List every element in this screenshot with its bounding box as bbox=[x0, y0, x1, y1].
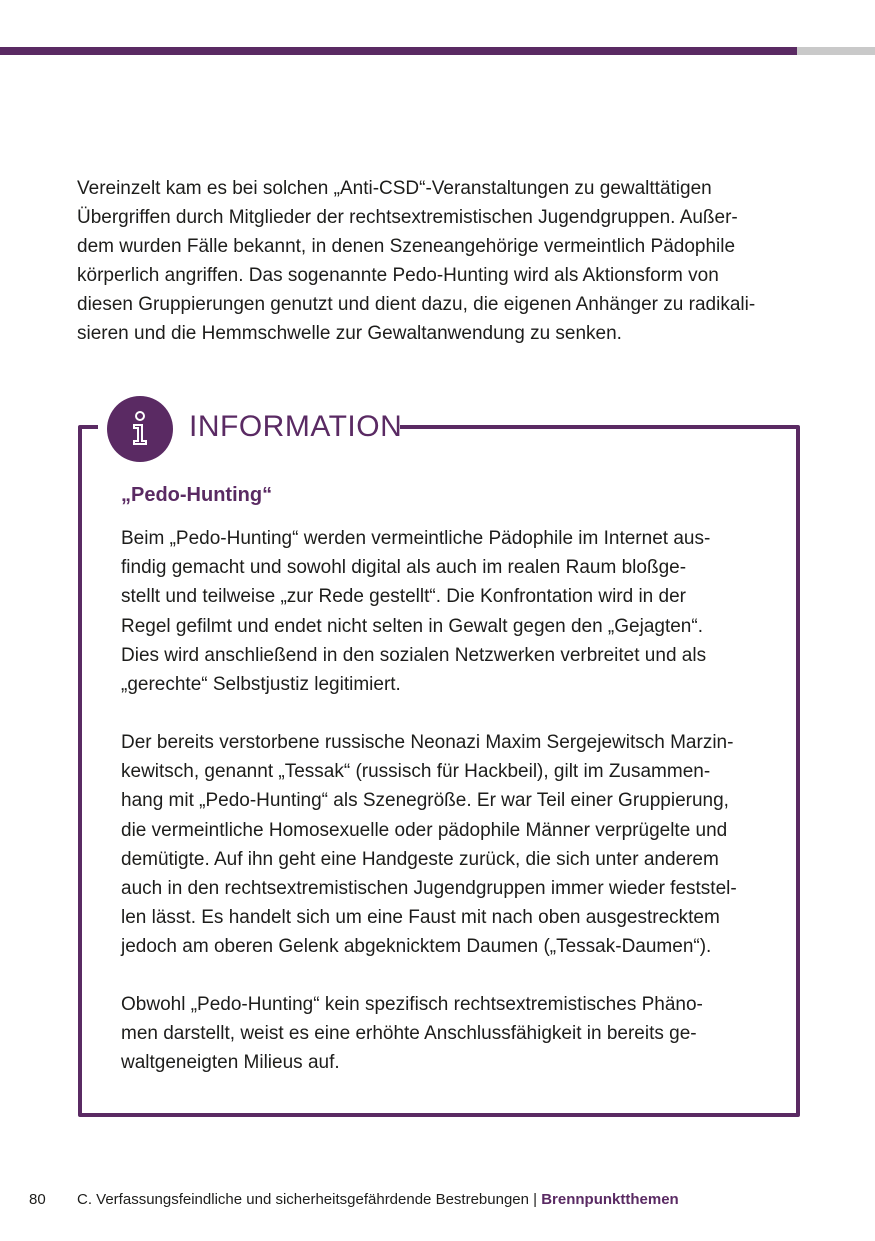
text-line: Vereinzelt kam es bei solchen „Anti-CSD“-Veranstaltungen zu gewalttätigen bbox=[77, 178, 712, 199]
text-line: körperlich angriffen. Das sogenannte Pedo-Hunting wird als Aktionsform von bbox=[77, 265, 719, 286]
text-line: findig gemacht und sowohl digital als auch im realen Raum bloßge- bbox=[121, 557, 687, 579]
text-line: Übergriffen durch Mitglieder der rechtsextremistischen Jugendgruppen. Außer- bbox=[77, 207, 738, 228]
text-line: demütigte. Auf ihn geht eine Handgeste zurück, die sich unter anderem bbox=[121, 848, 719, 870]
text-line: die vermeintliche Homosexuelle oder pädophile Männer verprügelte und bbox=[121, 819, 728, 841]
header-gray-bar bbox=[797, 47, 875, 55]
text-line: „gerechte“ Selbstjustiz legitimiert. bbox=[121, 674, 401, 696]
text-line: len lässt. Es handelt sich um eine Faust mit nach oben ausgestrecktem bbox=[121, 907, 720, 929]
information-paragraph-3 bbox=[121, 990, 761, 1078]
text-line: jedoch am oberen Gelenk abgeknicktem Daumen („Tessak-Daumen“). bbox=[121, 936, 712, 958]
intro-paragraph bbox=[77, 174, 797, 348]
text-line: Dies wird anschließend in den sozialen Netzwerken verbreitet und als bbox=[121, 644, 707, 666]
information-title: INFORMATION bbox=[189, 410, 403, 443]
footer-section bbox=[77, 1188, 679, 1212]
text-line: Beim „Pedo-Hunting“ werden vermeintliche Pädophile im Internet aus- bbox=[121, 528, 711, 549]
text-line: waltgeneigten Milieus auf. bbox=[121, 1052, 340, 1074]
information-heading: „Pedo-Hunting“ bbox=[121, 484, 273, 506]
header-accent-bar bbox=[0, 47, 797, 55]
text-line: Der bereits verstorbene russische Neonazi Maxim Sergejewitsch Marzin- bbox=[121, 732, 734, 753]
footer-section-title: C. Verfassungsfeindliche und sicherheitsgefährdende Bestrebungen | bbox=[77, 1191, 542, 1208]
text-line: sieren und die Hemmschwelle zur Gewaltanwendung zu senken. bbox=[77, 323, 622, 344]
text-line: men darstellt, weist es eine erhöhte Anschlussfähigkeit in bereits ge- bbox=[121, 1023, 697, 1045]
page-number: 80 bbox=[29, 1191, 46, 1208]
text-line: dem wurden Fälle bekannt, in denen Szeneangehörige vermeintlich Pädophile bbox=[77, 236, 736, 257]
text-line: diesen Gruppierungen genutzt und dient dazu, die eigenen Anhänger zu radikali- bbox=[77, 294, 756, 315]
text-line: auch in den rechtsextremistischen Jugendgruppen immer wieder feststel- bbox=[121, 878, 737, 900]
page-footer bbox=[0, 1188, 875, 1212]
information-paragraph-1 bbox=[121, 524, 761, 699]
text-line: Obwohl „Pedo-Hunting“ kein spezifisch rechtsextremistisches Phäno- bbox=[121, 994, 703, 1015]
text-line: stellt und teilweise „zur Rede gestellt“. Die Konfrontation wird in der bbox=[121, 586, 686, 608]
text-line: hang mit „Pedo-Hunting“ als Szenegröße. Er war Teil einer Gruppierung, bbox=[121, 790, 729, 812]
text-line: kewitsch, genannt „Tessak“ (russisch für Hackbeil), gilt im Zusammen- bbox=[121, 761, 711, 783]
information-paragraph-2 bbox=[121, 728, 761, 962]
footer-topic: Brennpunktthemen bbox=[541, 1191, 679, 1208]
info-icon bbox=[107, 396, 173, 462]
text-line: Regel gefilmt und endet nicht selten in Gewalt gegen den „Gejagten“. bbox=[121, 615, 703, 637]
